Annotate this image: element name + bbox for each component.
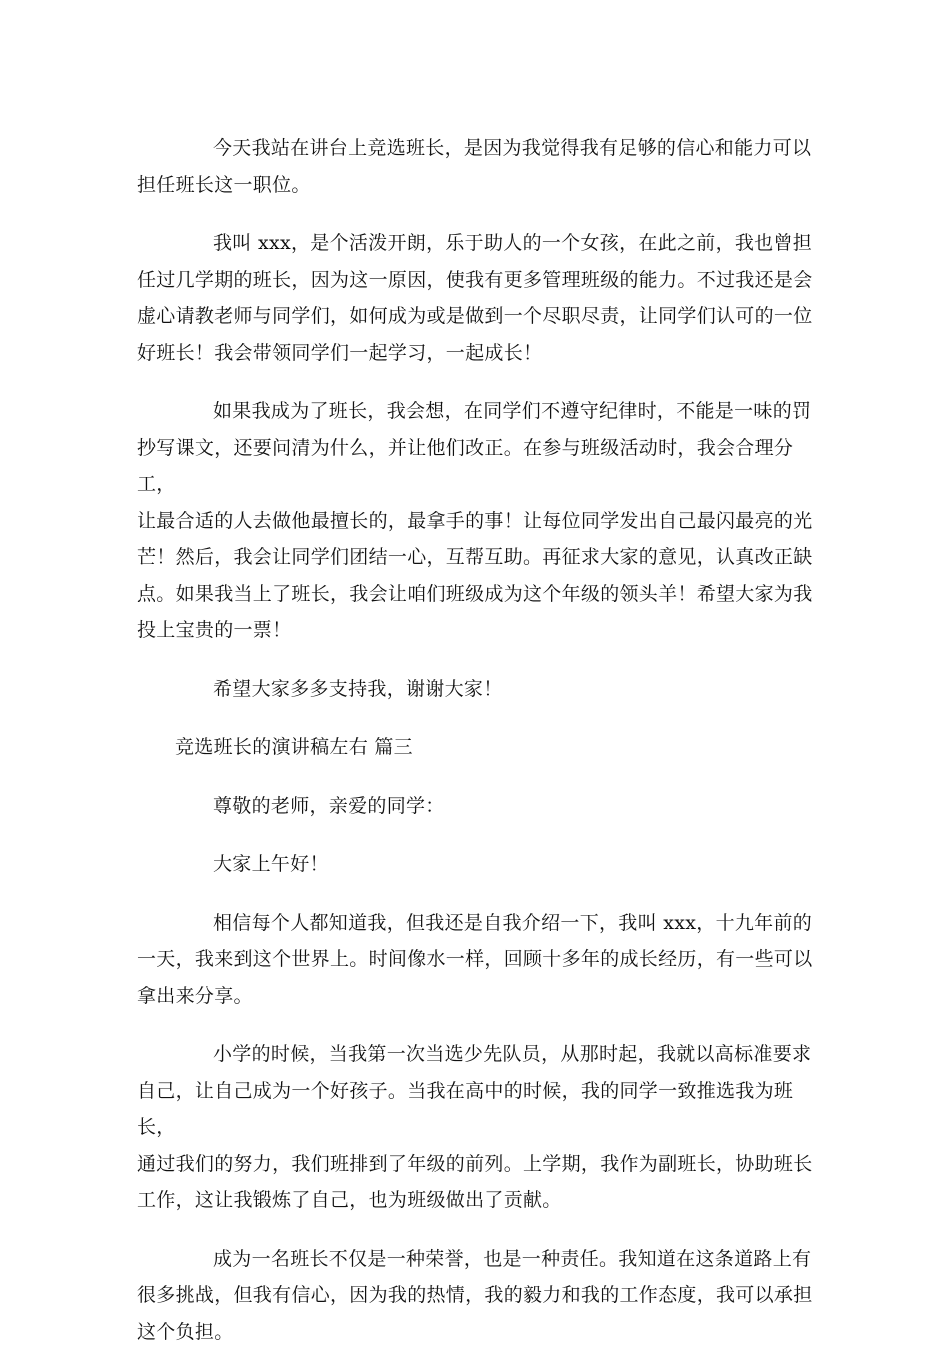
text-line: 好班长！我会带领同学们一起学习，一起成长！ — [137, 341, 543, 364]
paragraph — [137, 905, 817, 1015]
text-line: 让最合适的人去做他最擅长的，最拿手的事！让每位同学发出自己最闪最亮的光 — [137, 509, 813, 532]
paragraph — [137, 130, 817, 203]
text-line: 如果我成为了班长，我会想，在同学们不遵守纪律时，不能是一味的罚 — [213, 400, 812, 422]
text-line: 自己，让自己成为一个好孩子。当我在高中的时候，我的同学一致推选我为班长， — [137, 1079, 794, 1138]
text-line: 今天我站在讲台上竞选班长，是因为我觉得我有足够的信心和能力可以 — [213, 137, 812, 159]
text-line: 点。如果我当上了班长，我会让咱们班级成为这个年级的领头羊！希望大家为我 — [137, 582, 813, 605]
text-line: 相信每个人都知道我，但我还是自我介绍一下，我叫 xxx，十九年前的 — [213, 911, 813, 934]
section-title: 竞选班长的演讲稿左右 篇三 — [175, 736, 413, 758]
paragraph — [137, 671, 817, 708]
text-line: 小学的时候，当我第一次当选少先队员，从那时起，我就以高标准要求 — [213, 1043, 812, 1065]
paragraph — [137, 225, 817, 371]
text-line: 希望大家多多支持我，谢谢大家！ — [213, 677, 503, 700]
text-line: 任过几学期的班长，因为这一原因，使我有更多管理班级的能力。不过我还是会 — [137, 268, 813, 291]
text-line: 担任班长这一职位。 — [137, 173, 311, 196]
text-line: 尊敬的老师，亲爱的同学： — [213, 794, 445, 817]
text-line: 通过我们的努力，我们班排到了年级的前列。上学期，我作为副班长，协助班长 — [137, 1152, 813, 1175]
text-line: 这个负担。 — [137, 1320, 234, 1343]
text-line: 虚心请教老师与同学们，如何成为或是做到一个尽职尽责，让同学们认可的一位 — [137, 305, 813, 327]
text-line: 投上宝贵的一票！ — [137, 619, 292, 641]
paragraph — [137, 1036, 817, 1219]
text-line: 成为一名班长不仅是一种荣誉，也是一种责任。我知道在这条道路上有 — [213, 1247, 812, 1270]
paragraph — [137, 1241, 817, 1351]
text-line: 抄写课文，还要问清为什么，并让他们改正。在参与班级活动时，我会合理分工， — [137, 436, 794, 495]
text-line: 一天，我来到这个世界上。时间像水一样，回顾十多年的成长经历，有一些可以 — [137, 948, 813, 970]
text-line: 芒！然后，我会让同学们团结一心，互帮互助。再征求大家的意见，认真改正缺 — [137, 546, 813, 568]
paragraph — [137, 788, 817, 825]
paragraph — [137, 393, 817, 649]
text-line: 很多挑战，但我有信心，因为我的热情，我的毅力和我的工作态度，我可以承担 — [137, 1284, 813, 1306]
text-line: 大家上午好！ — [213, 853, 329, 875]
paragraph — [137, 846, 817, 883]
text-line: 我叫 xxx，是个活泼开朗，乐于助人的一个女孩，在此之前，我也曾担 — [213, 232, 813, 254]
text-line: 拿出来分享。 — [137, 984, 253, 1007]
text-line: 工作，这让我锻炼了自己，也为班级做出了贡献。 — [137, 1189, 562, 1211]
document-body — [137, 130, 817, 1372]
